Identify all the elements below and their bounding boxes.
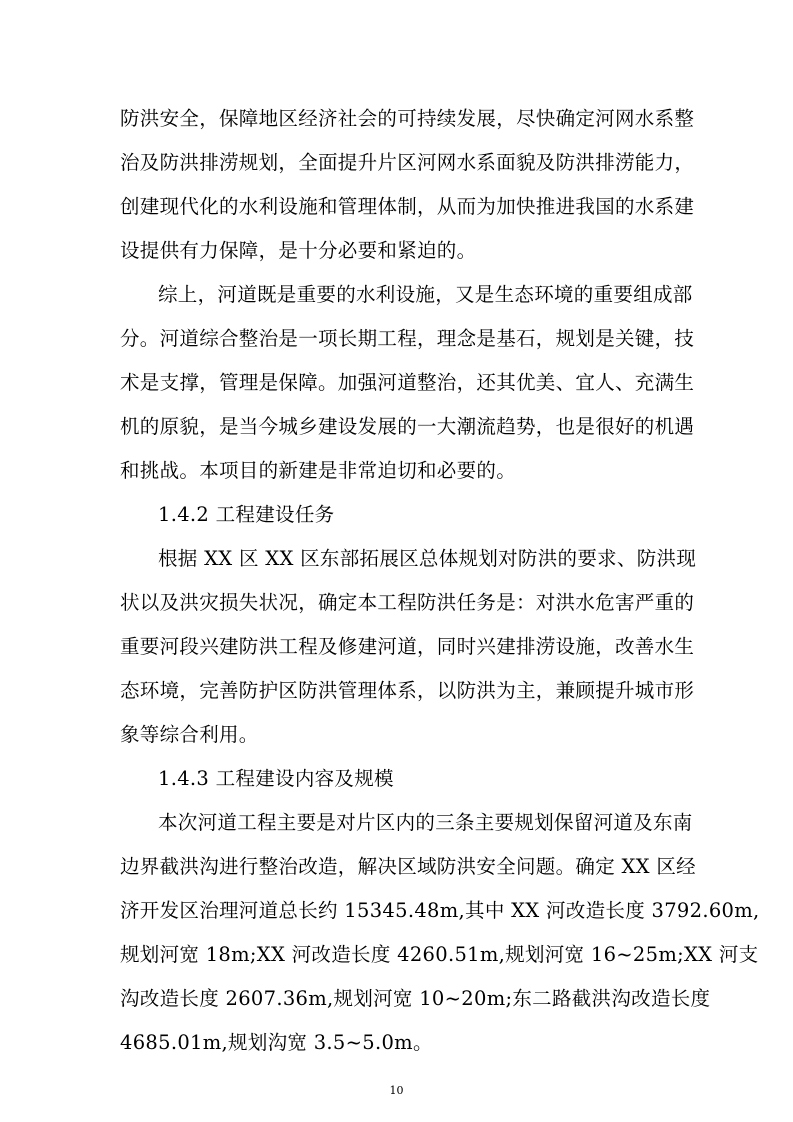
- paragraph-line: 4685.01m,规划沟宽 3.5~5.0m。: [120, 1031, 433, 1054]
- paragraph-line: 创建现代化的水利设施和管理体制，从而为加快推进我国的水系建: [120, 195, 695, 218]
- paragraph-line: 综上，河道既是重要的水利设施，又是生态环境的重要组成部: [158, 283, 693, 306]
- paragraph-line: 治及防洪排涝规划，全面提升片区河网水系面貌及防洪排涝能力，: [120, 151, 695, 174]
- paragraph-line: 术是支撑，管理是保障。加强河道整治，还其优美、宜人、充满生: [120, 371, 695, 394]
- paragraph-line: 根据 XX 区 XX 区东部拓展区总体规划对防洪的要求、防洪现: [158, 547, 697, 570]
- paragraph-line: 规划河宽 18m;XX 河改造长度 4260.51m,规划河宽 16~25m;XX 河支: [120, 943, 759, 966]
- paragraph-line: 本次河道工程主要是对片区内的三条主要规划保留河道及东南: [158, 811, 693, 834]
- paragraph-line: 重要河段兴建防洪工程及修建河道，同时兴建排涝设施，改善水生: [120, 635, 695, 658]
- paragraph-line: 设提供有力保障，是十分必要和紧迫的。: [120, 239, 477, 262]
- section-heading: 1.4.2 工程建设任务: [158, 503, 335, 526]
- page-number: 10: [389, 1084, 404, 1097]
- paragraph-line: 和挑战。本项目的新建是非常迫切和必要的。: [120, 459, 517, 482]
- section-heading: 1.4.3 工程建设内容及规模: [158, 767, 394, 790]
- paragraph-line: 态环境，完善防护区防洪管理体系，以防洪为主，兼顾提升城市形: [120, 679, 695, 702]
- paragraph-line: 防洪安全，保障地区经济社会的可持续发展，尽快确定河网水系整: [120, 107, 695, 130]
- paragraph-line: 分。河道综合整治是一项长期工程，理念是基石，规划是关键，技: [120, 327, 695, 350]
- paragraph-line: 边界截洪沟进行整治改造，解决区域防洪安全问题。确定 XX 区经: [120, 855, 696, 878]
- paragraph-line: 沟改造长度 2607.36m,规划河宽 10~20m;东二路截洪沟改造长度: [120, 987, 711, 1010]
- paragraph-line: 象等综合利用。: [120, 723, 259, 746]
- paragraph-line: 机的原貌，是当今城乡建设发展的一大潮流趋势，也是很好的机遇: [120, 415, 695, 438]
- paragraph-line: 状以及洪灾损失状况，确定本工程防洪任务是：对洪水危害严重的: [120, 591, 695, 614]
- paragraph-line: 济开发区治理河道总长约 15345.48m,其中 XX 河改造长度 3792.60m,: [120, 899, 760, 922]
